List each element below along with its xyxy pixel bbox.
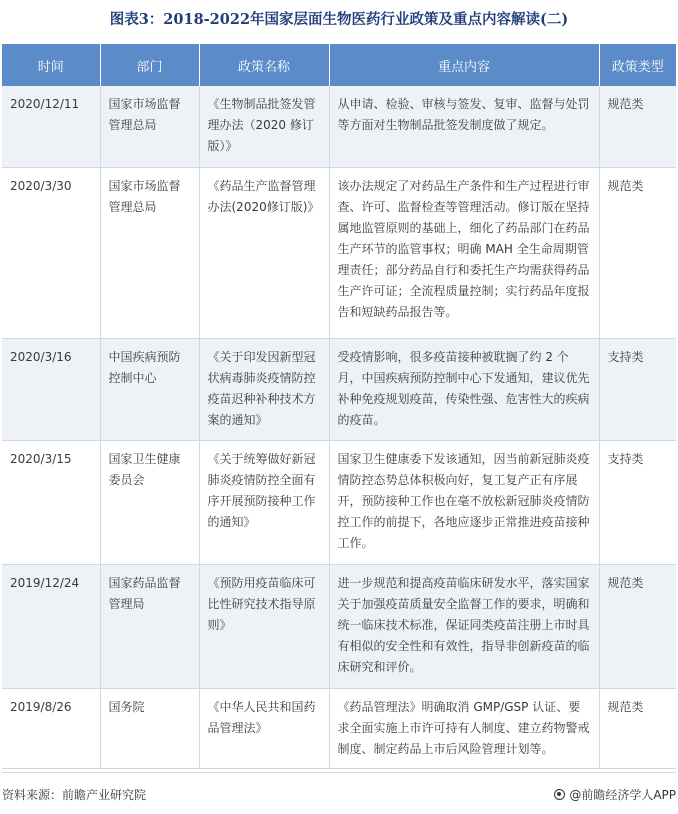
footer (2, 784, 676, 806)
table-row (2, 440, 676, 564)
cell-policy-name: 《关于印发因新型冠状病毒肺炎疫情防控疫苗迟种补种技术方案的通知》 (199, 338, 329, 440)
cell-key-content: 受疫情影响，很多疫苗接种被耽搁了约 2 个月，中国疾病预防控制中心下发通知，建议优先补种免疫规划疫苗，传染性强、危害性大的疾病的疫苗。 (329, 338, 599, 440)
table-row (2, 338, 676, 440)
cell-key-content: 进一步规范和提高疫苗临床研发水平，落实国家关于加强疫苗质量安全监督工作的要求，明确和统一临床技术标准，保证同类疫苗注册上市时具有相似的安全性和有效性，指导非创新疫苗的临床研究和评价。 (329, 564, 599, 688)
column-header-key-content: 重点内容 (329, 44, 599, 86)
cell-date: 2019/12/24 (2, 564, 100, 688)
brand-logo-icon (554, 789, 565, 800)
cell-policy-name: 《关于统筹做好新冠肺炎疫情防控全面有序开展预防接种工作的通知》 (199, 440, 329, 564)
cell-date: 2019/8/26 (2, 688, 100, 768)
table-row (2, 688, 676, 768)
cell-date: 2020/3/30 (2, 167, 100, 338)
cell-policy-type: 支持类 (599, 338, 676, 440)
cell-policy-type: 规范类 (599, 167, 676, 338)
cell-department: 国家药品监督管理局 (100, 564, 199, 688)
policy-table (2, 44, 676, 769)
cell-policy-name: 《药品生产监督管理办法(2020修订版)》 (199, 167, 329, 338)
cell-date: 2020/3/15 (2, 440, 100, 564)
column-header-date: 时间 (2, 44, 100, 86)
cell-policy-name: 《生物制品批签发管理办法（2020 修订版）》 (199, 86, 329, 167)
cell-department: 中国疾病预防控制中心 (100, 338, 199, 440)
footer-divider (2, 772, 676, 773)
cell-policy-type: 规范类 (599, 564, 676, 688)
table-row (2, 564, 676, 688)
cell-department: 国家市场监督管理总局 (100, 86, 199, 167)
cell-key-content: 该办法规定了对药品生产条件和生产过程进行审查、许可、监督检查等管理活动。修订版在坚持属地监管原则的基础上，细化了药品部门在药品生产环节的监管事权；明确 MAH 全生命周期管理责任；部分药品自行和委托生产均需获得药品生产许可证；全流程质量控制；实行药品年度报告和短缺药品报告等。 (329, 167, 599, 338)
table-row (2, 86, 676, 167)
cell-key-content: 《药品管理法》明确取消 GMP/GSP 认证、要求全面实施上市许可持有人制度、建立药物警戒制度、制定药品上市后风险管理计划等。 (329, 688, 599, 768)
column-header-policy-name: 政策名称 (199, 44, 329, 86)
cell-key-content: 从申请、检验、审核与签发、复审、监督与处罚等方面对生物制品批签发制度做了规定。 (329, 86, 599, 167)
cell-key-content: 国家卫生健康委下发该通知，因当前新冠肺炎疫情防控态势总体积极向好，复工复产正有序展开，预防接种工作也在毫不放松新冠肺炎疫情防控工作的前提下，各地应逐步正常推进疫苗接种工作。 (329, 440, 599, 564)
cell-date: 2020/12/11 (2, 86, 100, 167)
cell-date: 2020/3/16 (2, 338, 100, 440)
cell-policy-type: 规范类 (599, 688, 676, 768)
table-row (2, 167, 676, 338)
brand-name: @前瞻经济学人APP (569, 788, 676, 802)
cell-policy-type: 支持类 (599, 440, 676, 564)
cell-department: 国家卫生健康委员会 (100, 440, 199, 564)
table-header-row (2, 44, 676, 86)
cell-policy-name: 《中华人民共和国药品管理法》 (199, 688, 329, 768)
column-header-department: 部门 (100, 44, 199, 86)
cell-policy-type: 规范类 (599, 86, 676, 167)
cell-policy-name: 《预防用疫苗临床可比性研究技术指导原则》 (199, 564, 329, 688)
cell-department: 国务院 (100, 688, 199, 768)
column-header-policy-type: 政策类型 (599, 44, 676, 86)
cell-department: 国家市场监督管理总局 (100, 167, 199, 338)
brand-credit (554, 786, 676, 803)
chart-title: 图表3：2018-2022年国家层面生物医药行业政策及重点内容解读(二) (109, 11, 569, 28)
source-note: 资料来源：前瞻产业研究院 (2, 788, 147, 802)
